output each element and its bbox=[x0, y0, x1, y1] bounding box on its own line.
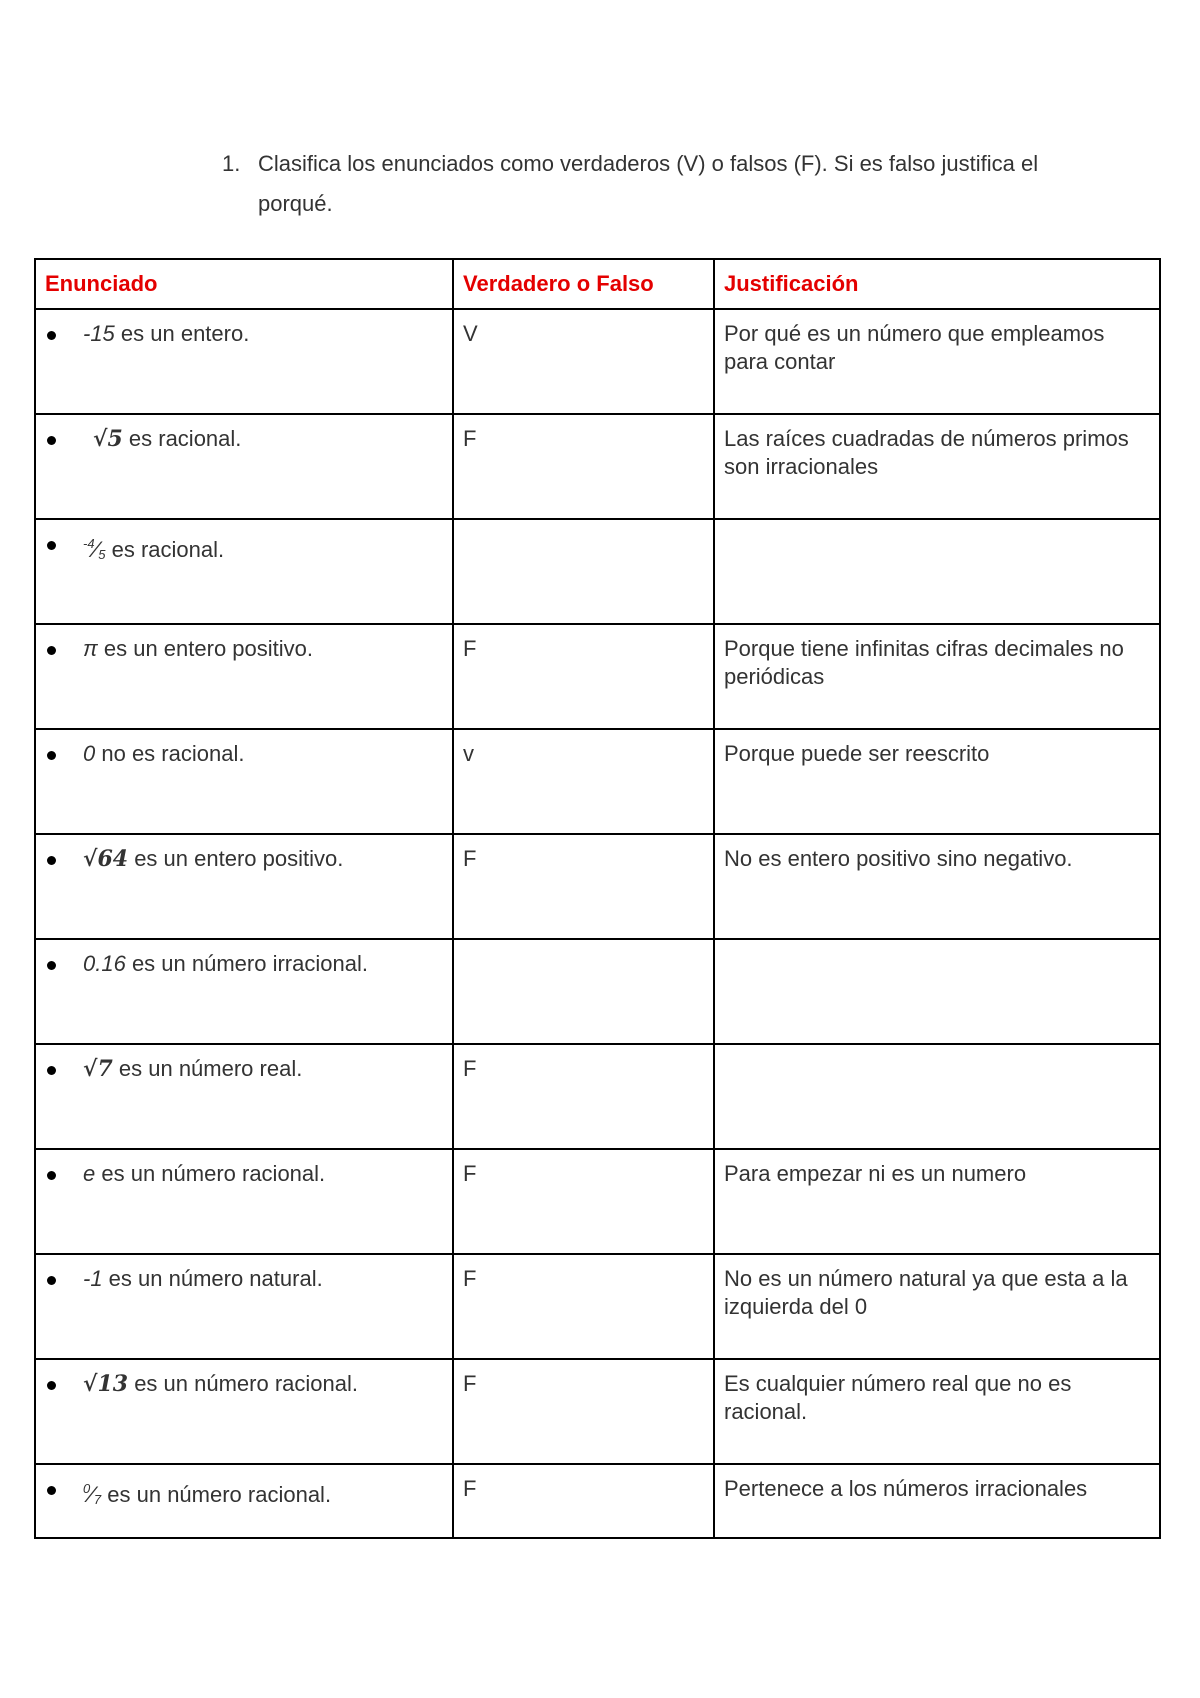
vf-cell[interactable]: F bbox=[453, 1359, 714, 1464]
vf-cell[interactable]: v bbox=[453, 729, 714, 834]
statement-expression: √64 bbox=[83, 846, 129, 872]
statement-text: es un número racional. bbox=[95, 1161, 326, 1186]
statement-cell bbox=[35, 309, 453, 414]
fraction-denominator: 5 bbox=[98, 547, 106, 562]
statement-text: es un entero positivo. bbox=[97, 636, 313, 661]
fraction-denominator: 7 bbox=[93, 1492, 102, 1507]
statement-expression: 0.16 bbox=[83, 951, 126, 976]
header-justificacion: Justificación bbox=[714, 259, 1160, 309]
justification-cell[interactable]: Por qué es un número que empleamos para contar bbox=[714, 309, 1160, 414]
statement-expression: e bbox=[83, 1161, 96, 1186]
statement-expression: √13 bbox=[83, 1371, 129, 1397]
bullet-icon bbox=[47, 331, 56, 340]
justification-cell[interactable] bbox=[714, 939, 1160, 1044]
statement-cell bbox=[35, 1149, 453, 1254]
instruction bbox=[222, 144, 1042, 224]
bullet-icon bbox=[47, 1276, 56, 1285]
vf-cell[interactable]: F bbox=[453, 1044, 714, 1149]
header-enunciado: Enunciado bbox=[35, 259, 453, 309]
bullet-icon bbox=[47, 961, 56, 970]
table-row bbox=[35, 834, 1160, 939]
table-row bbox=[35, 1359, 1160, 1464]
statement-expression: √7 bbox=[83, 1056, 113, 1082]
bullet-icon bbox=[47, 856, 56, 865]
statement-text: es un número racional. bbox=[101, 1482, 332, 1507]
fraction-numerator: -4 bbox=[83, 536, 95, 551]
bullet-icon bbox=[47, 1486, 56, 1495]
statement-text: es un número racional. bbox=[128, 1371, 358, 1396]
statement-text: es un número real. bbox=[112, 1056, 303, 1081]
table-row bbox=[35, 519, 1160, 624]
fraction-slash: ⁄ bbox=[90, 1482, 94, 1507]
statement-expression: -1 bbox=[83, 1266, 103, 1291]
statement-cell bbox=[35, 519, 453, 624]
statement-text: es racional. bbox=[105, 537, 225, 562]
table-row bbox=[35, 729, 1160, 834]
bullet-icon bbox=[47, 1171, 56, 1180]
justification-cell[interactable]: Para empezar ni es un numero bbox=[714, 1149, 1160, 1254]
justification-cell[interactable] bbox=[714, 519, 1160, 624]
justification-cell[interactable]: No es un número natural ya que esta a la izquierda del 0 bbox=[714, 1254, 1160, 1359]
statement-cell bbox=[35, 624, 453, 729]
vf-cell[interactable]: F bbox=[453, 624, 714, 729]
statements-table bbox=[34, 258, 1161, 1539]
bullet-icon bbox=[47, 751, 56, 760]
statement-cell bbox=[35, 1464, 453, 1538]
bullet-icon bbox=[47, 646, 56, 655]
fraction-numerator: 0 bbox=[83, 1481, 91, 1496]
statement-cell bbox=[35, 1359, 453, 1464]
table-row bbox=[35, 1149, 1160, 1254]
justification-cell[interactable]: Pertenece a los números irracionales bbox=[714, 1464, 1160, 1538]
statement-expression: π bbox=[83, 636, 98, 661]
statement-cell bbox=[35, 729, 453, 834]
bullet-icon bbox=[47, 436, 56, 445]
table-row bbox=[35, 1254, 1160, 1359]
instruction-text: Clasifica los enunciados como verdaderos (V) o falsos (F). Si es falso justifica el porqué. bbox=[258, 151, 1039, 216]
justification-cell[interactable]: No es entero positivo sino negativo. bbox=[714, 834, 1160, 939]
instruction-number: 1. bbox=[222, 151, 241, 176]
statement-text: no es racional. bbox=[95, 741, 245, 766]
statement-cell bbox=[35, 1254, 453, 1359]
statement-cell bbox=[35, 414, 453, 519]
table-row bbox=[35, 1464, 1160, 1538]
table-row bbox=[35, 1044, 1160, 1149]
table-row bbox=[35, 309, 1160, 414]
vf-cell[interactable]: F bbox=[453, 834, 714, 939]
header-verdadero-falso: Verdadero o Falso bbox=[453, 259, 714, 309]
vf-cell[interactable] bbox=[453, 939, 714, 1044]
table-header-row bbox=[35, 259, 1160, 309]
statement-text: es un número irracional. bbox=[125, 951, 368, 976]
justification-cell[interactable] bbox=[714, 1044, 1160, 1149]
justification-cell[interactable]: Es cualquier número real que no es racional. bbox=[714, 1359, 1160, 1464]
table-row bbox=[35, 624, 1160, 729]
statement-cell bbox=[35, 1044, 453, 1149]
statement-text: es un entero positivo. bbox=[128, 846, 344, 871]
statement-cell bbox=[35, 939, 453, 1044]
statement-cell bbox=[35, 834, 453, 939]
vf-cell[interactable]: F bbox=[453, 414, 714, 519]
vf-cell[interactable]: F bbox=[453, 1149, 714, 1254]
justification-cell[interactable]: Las raíces cuadradas de números primos son irracionales bbox=[714, 414, 1160, 519]
table-row bbox=[35, 939, 1160, 1044]
vf-cell[interactable]: F bbox=[453, 1464, 714, 1538]
bullet-icon bbox=[47, 1381, 56, 1390]
statement-expression: 0 bbox=[83, 741, 96, 766]
statement-text: es un entero. bbox=[114, 321, 250, 346]
table-row bbox=[35, 414, 1160, 519]
vf-cell[interactable]: V bbox=[453, 309, 714, 414]
justification-cell[interactable]: Porque puede ser reescrito bbox=[714, 729, 1160, 834]
statement-expression: √5 bbox=[93, 426, 123, 452]
statement-text: es un número natural. bbox=[102, 1266, 323, 1291]
statement-expression: -15 bbox=[83, 321, 115, 346]
fraction-slash: ⁄ bbox=[94, 537, 99, 562]
bullet-icon bbox=[47, 541, 56, 550]
vf-cell[interactable] bbox=[453, 519, 714, 624]
statement-text: es racional. bbox=[122, 426, 242, 451]
vf-cell[interactable]: F bbox=[453, 1254, 714, 1359]
justification-cell[interactable]: Porque tiene infinitas cifras decimales no periódicas bbox=[714, 624, 1160, 729]
bullet-icon bbox=[47, 1066, 56, 1075]
